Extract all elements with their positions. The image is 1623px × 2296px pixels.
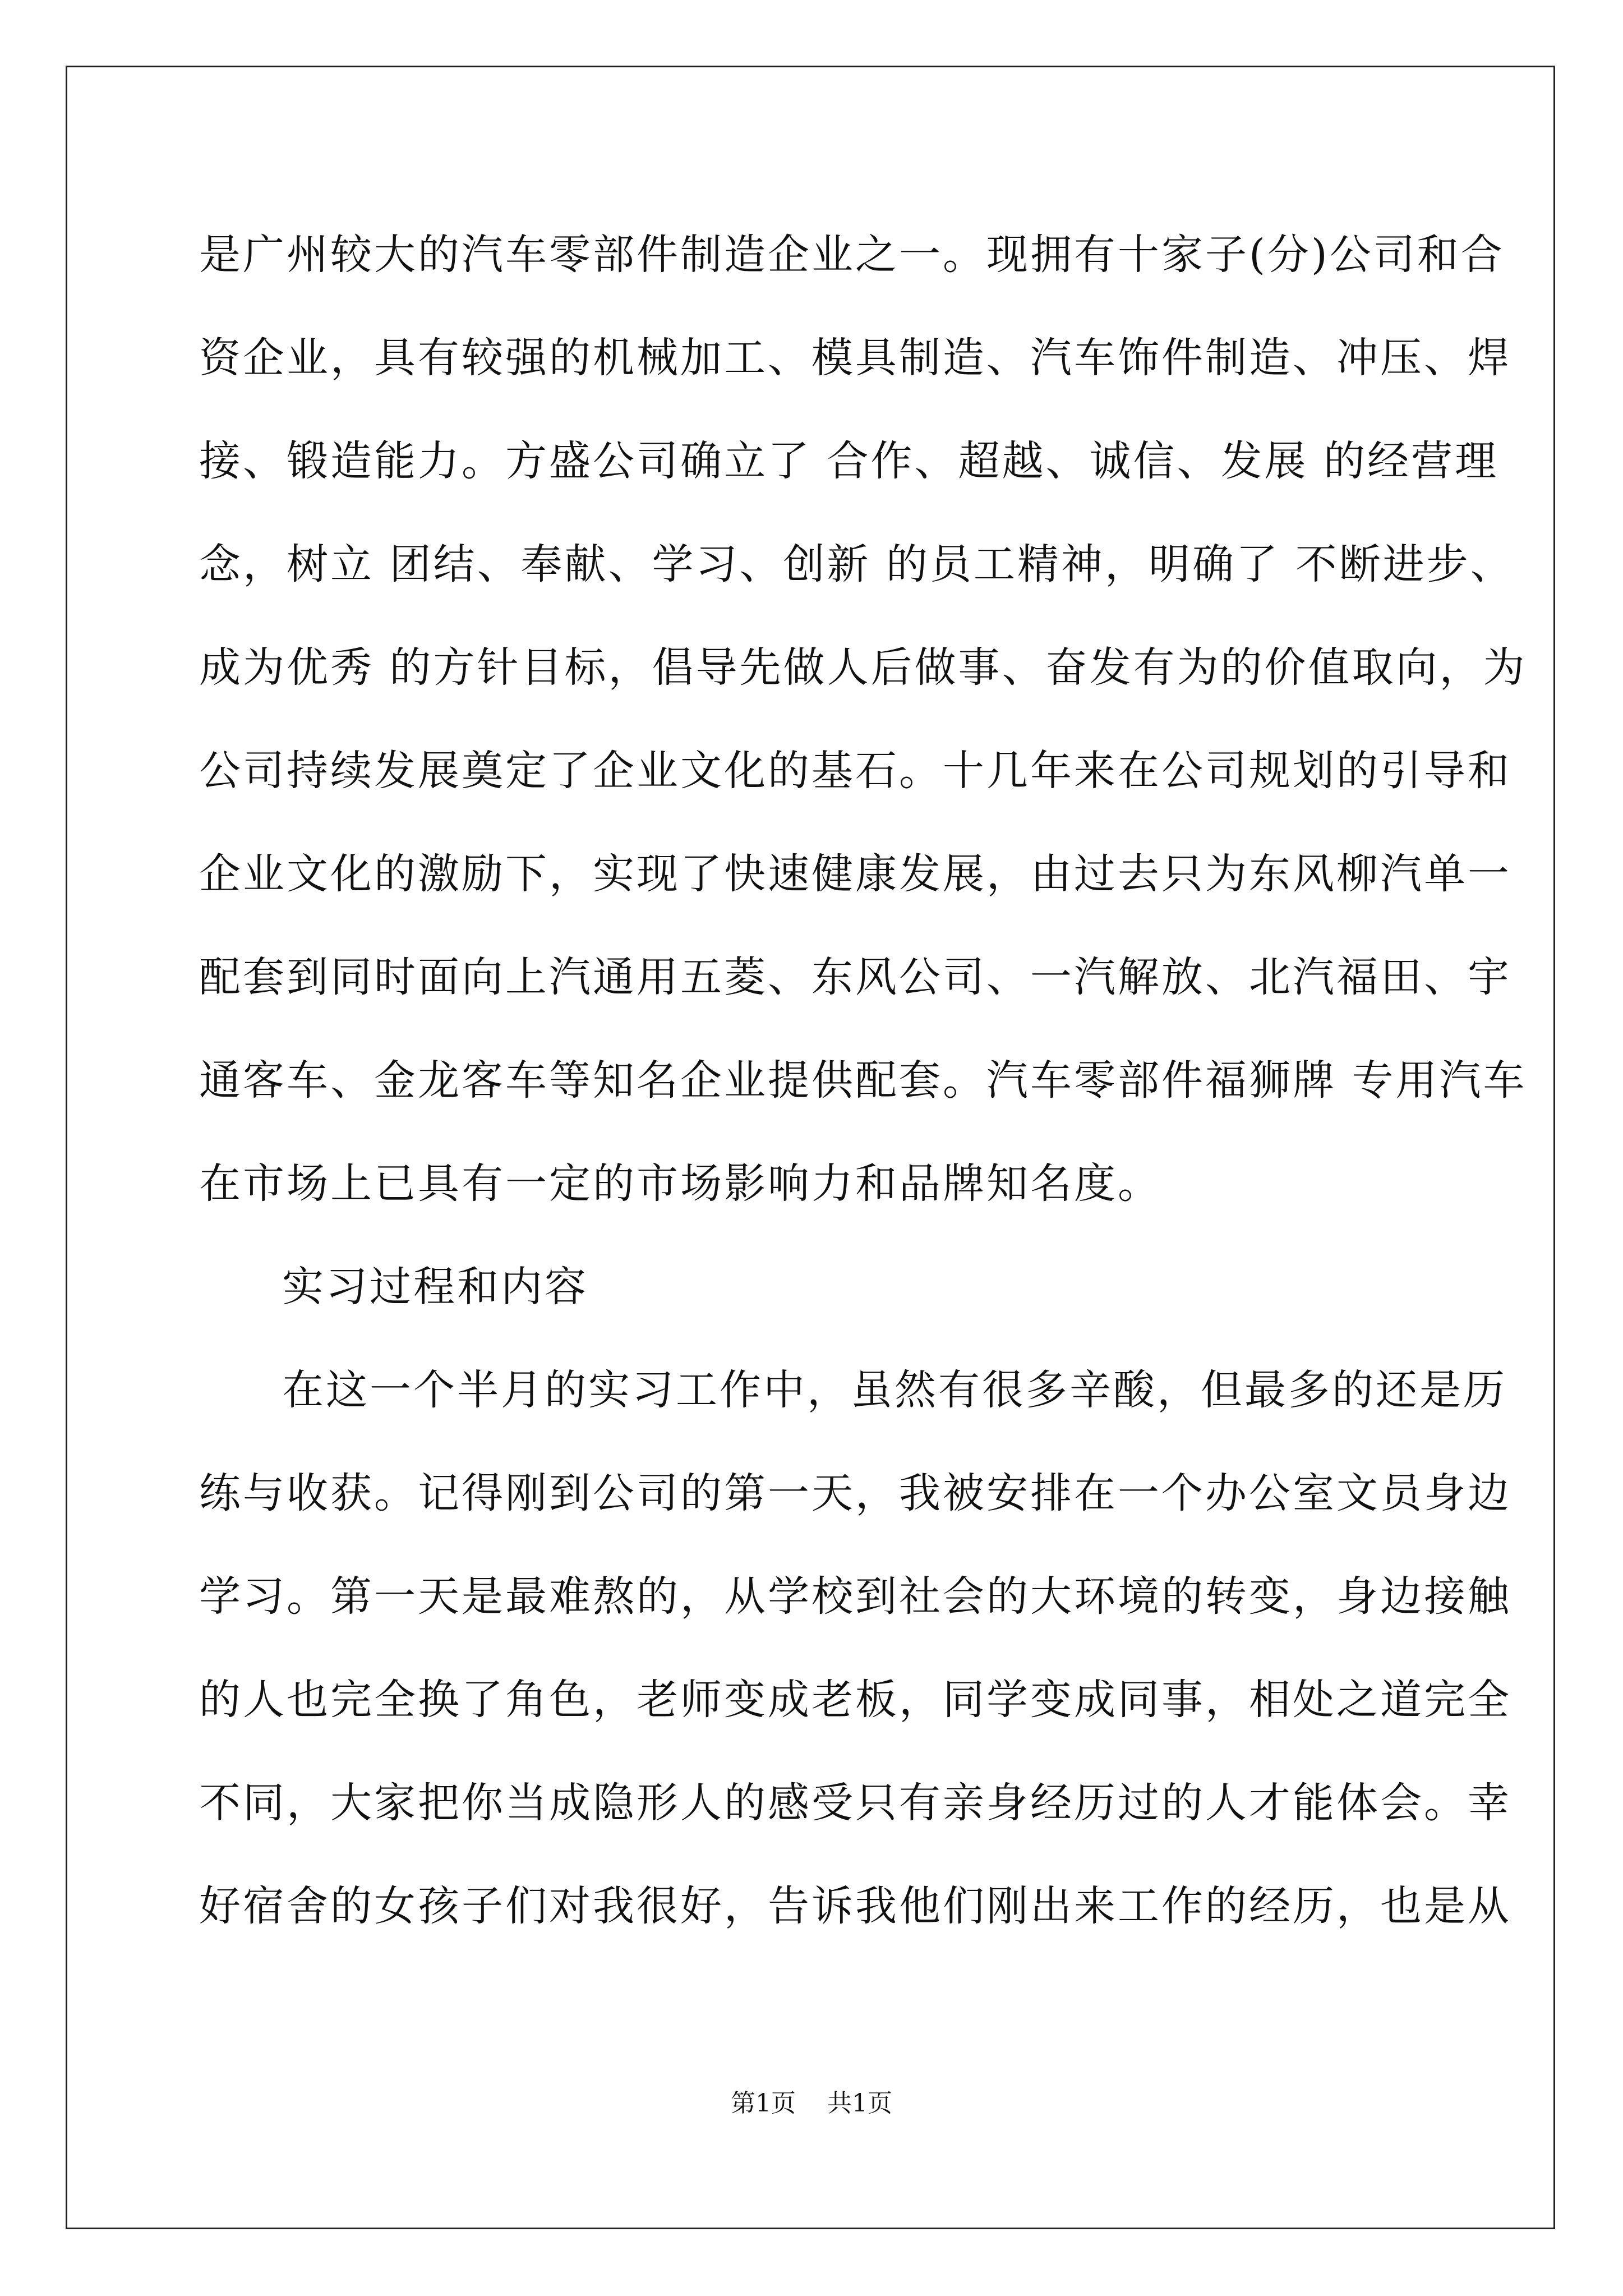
- text-line: 念，树立 团结、奉献、学习、创新 的员工精神，明确了 不断进步、: [199, 540, 1514, 588]
- text-line: 企业文化的激励下，实现了快速健康发展，由过去只为东风柳汽单一: [199, 850, 1511, 898]
- text-line: 学习。第一天是最难熬的，从学校到社会的大环境的转变，身边接触: [199, 1572, 1511, 1621]
- text-line: 在市场上已具有一定的市场影响力和品牌知名度。: [199, 1159, 1161, 1208]
- text-line: 通客车、金龙客车等知名企业提供配套。汽车零部件福狮牌 专用汽车: [199, 1056, 1527, 1105]
- text-line: 好宿舍的女孩子们对我很好，告诉我他们刚出来工作的经历，也是从: [199, 1882, 1511, 1930]
- page-total: 共1页: [827, 2089, 892, 2118]
- document-body: [199, 203, 1527, 1958]
- section-heading: 实习过程和内容: [282, 1263, 588, 1311]
- text-line: 接、锻造能力。方盛公司确立了 合作、超越、诚信、发展 的经营理: [199, 437, 1499, 485]
- text-line: 公司持续发展奠定了企业文化的基石。十几年来在公司规划的引导和: [199, 747, 1511, 795]
- page-footer: [0, 2087, 1623, 2120]
- paragraph-first-line: 在这一个半月的实习工作中，虽然有很多辛酸，但最多的还是历: [282, 1366, 1507, 1414]
- text-line: 的人也完全换了角色，老师变成老板，同学变成同事，相处之道完全: [199, 1676, 1511, 1724]
- page-number: 第1页: [731, 2089, 796, 2118]
- text-line: 是广州较大的汽车零部件制造企业之一。现拥有十家子(分)公司和合: [199, 231, 1505, 279]
- text-line: 练与收获。记得刚到公司的第一天，我被安排在一个办公室文员身边: [199, 1469, 1511, 1517]
- text-line: 配套到同时面向上汽通用五菱、东风公司、一汽解放、北汽福田、宇: [199, 953, 1511, 1001]
- text-line: 资企业，具有较强的机械加工、模具制造、汽车饰件制造、冲压、焊: [199, 334, 1511, 382]
- text-line: 不同，大家把你当成隐形人的感受只有亲身经历过的人才能体会。幸: [199, 1779, 1511, 1827]
- text-line: 成为优秀 的方针目标，倡导先做人后做事、奋发有为的价值取向，为: [199, 643, 1527, 692]
